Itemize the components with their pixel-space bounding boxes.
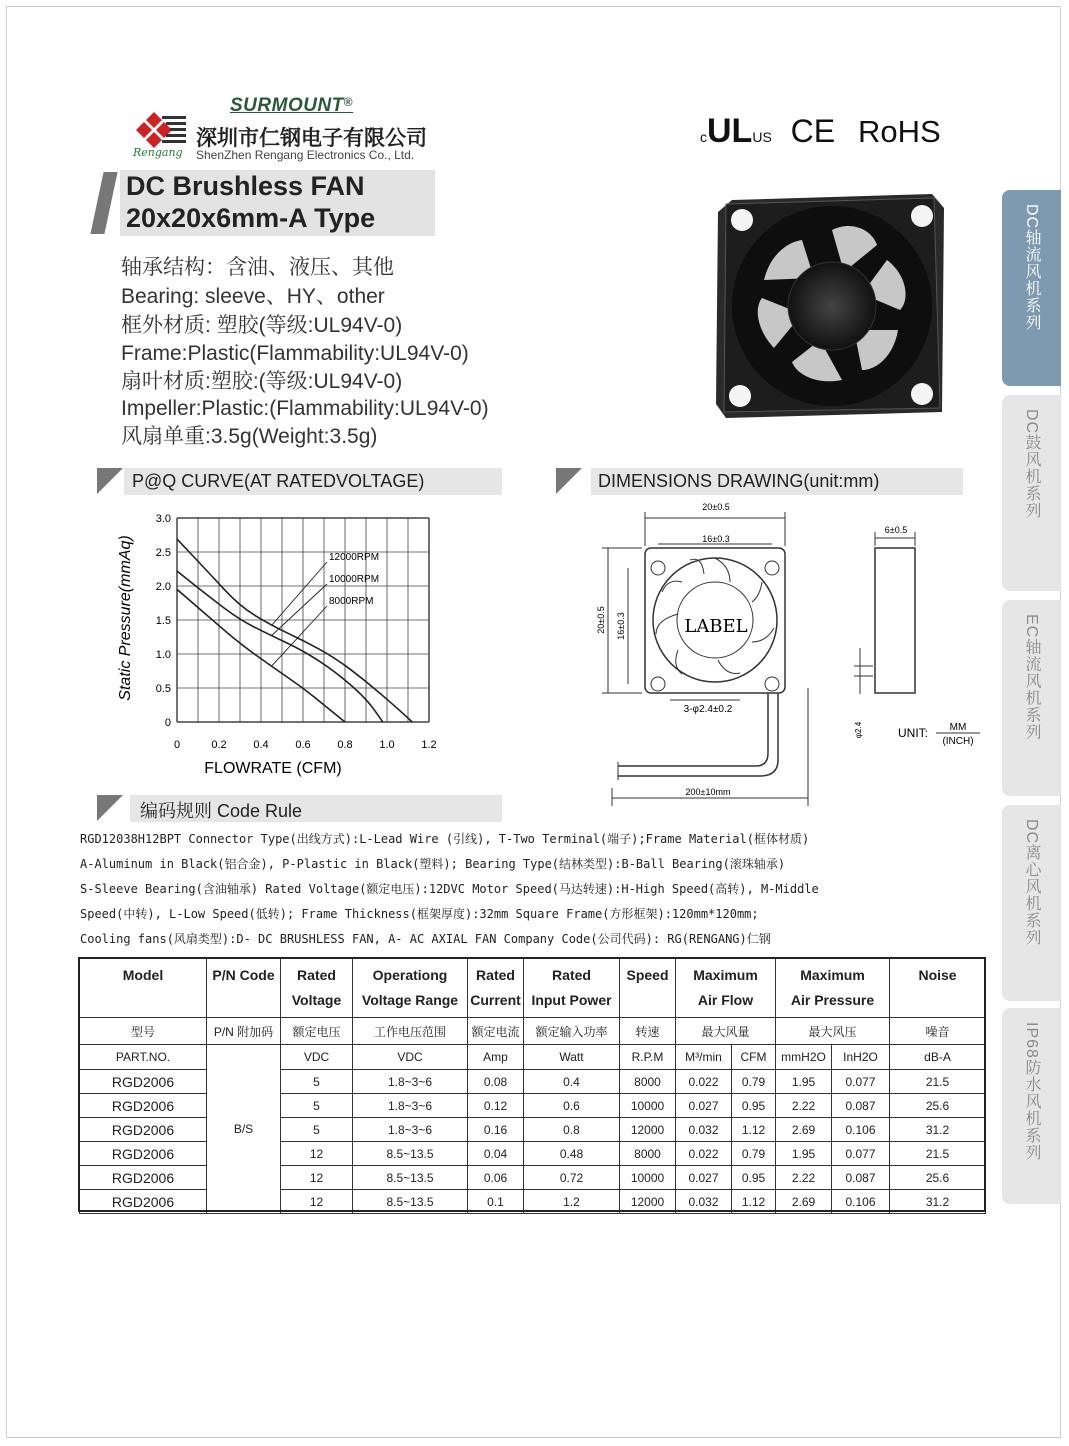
y-tick-label: 3.0 (155, 513, 171, 525)
header-cn-cell: P/N 附加码 (207, 1018, 281, 1045)
fan-product-image (712, 190, 948, 424)
legend-label: 8000RPM (329, 596, 374, 607)
pq-section-title: P@Q CURVE(AT RATEDVOLTAGE) (132, 471, 425, 491)
spec-line: Impeller:Plastic:(Flammability:UL94V-0) (121, 397, 489, 420)
y-axis-label: Static Pressure(mmAq) (117, 535, 134, 701)
cell: 0.027 (676, 1166, 732, 1190)
legend-leader (272, 584, 328, 636)
cell: 25.6 (890, 1166, 986, 1190)
tab-ip68-waterproof-fans[interactable]: IP68防水风机系列 (1002, 1008, 1061, 1204)
cell: 1.12 (732, 1118, 776, 1142)
cell: 0.077 (832, 1142, 890, 1166)
unit-mm: MM (949, 722, 967, 733)
cell: 10000 (620, 1094, 676, 1118)
cert-ul: UL (707, 112, 753, 150)
y-tick-label: 0 (164, 717, 171, 729)
dim-holes: 3-φ2.4±0.2 (683, 704, 733, 715)
header-cn-cell: 额定电流 (468, 1018, 524, 1045)
header-cn-cell: 最大风量 (676, 1018, 776, 1045)
cell: 0.79 (732, 1070, 776, 1094)
cell: 1.8~3~6 (353, 1070, 468, 1094)
cell: 0.027 (676, 1094, 732, 1118)
model-cell: RGD2006 (80, 1190, 207, 1214)
unit-cell: M³/min (676, 1045, 732, 1070)
cert-us: US (752, 129, 772, 145)
unit-cell: PART.NO. (80, 1045, 207, 1070)
dim-lead-length: 200±10mm (685, 787, 731, 797)
code-rule-line: S-Sleeve Bearing(含油轴承) Rated Voltage(额定电压):12DVC Motor Speed(马达转速):H-High Speed(高转), M-Middle (80, 882, 819, 896)
spec-line: 扇叶材质:塑胶:(等级:UL94V-0) (121, 370, 403, 393)
header-cell: Maximum Air Flow (676, 959, 776, 1018)
header-cell: Noise (890, 959, 986, 1018)
header-cn-cell: 额定输入功率 (524, 1018, 620, 1045)
cell: 0.95 (732, 1166, 776, 1190)
cell: 0.1 (468, 1190, 524, 1214)
cell: 1.95 (776, 1070, 832, 1094)
spec-line: 风扇单重:3.5g(Weight:3.5g) (121, 425, 378, 448)
series-line-12000rpm (177, 539, 412, 722)
legend-leader (272, 606, 328, 666)
x-tick-label: 1.2 (421, 739, 437, 751)
unit-cell: dB-A (890, 1045, 986, 1070)
cell: 1.95 (776, 1142, 832, 1166)
dim-hole-spacing-vertical: 16±0.3 (616, 612, 626, 640)
cell: 1.12 (732, 1190, 776, 1214)
cell: 8.5~13.5 (353, 1142, 468, 1166)
cell: 8.5~13.5 (353, 1190, 468, 1214)
cell: 0.04 (468, 1142, 524, 1166)
header-cell: Rated Input Power (524, 959, 620, 1018)
cell: 0.79 (732, 1142, 776, 1166)
cell: 0.106 (832, 1118, 890, 1142)
cell: 31.2 (890, 1118, 986, 1142)
cell: 0.022 (676, 1142, 732, 1166)
cell: 1.8~3~6 (353, 1094, 468, 1118)
section-marker (97, 468, 123, 494)
cell: 12000 (620, 1190, 676, 1214)
cell: 0.106 (832, 1190, 890, 1214)
spec-line: 轴承结构：含油、液压、其他 (121, 256, 394, 279)
y-tick-label: 1.5 (155, 615, 171, 627)
series-line-10000rpm (177, 571, 383, 722)
unit-cell: VDC (353, 1045, 468, 1070)
cell: 5 (281, 1118, 353, 1142)
cell: 12 (281, 1190, 353, 1214)
header-cell: Rated Current (468, 959, 524, 1018)
dim-height: 20±0.5 (596, 606, 606, 634)
cell: 0.4 (524, 1070, 620, 1094)
y-tick-label: 0.5 (155, 683, 171, 695)
spec-line: 框外材质: 塑胶(等级:UL94V-0) (121, 314, 403, 337)
model-cell: RGD2006 (80, 1118, 207, 1142)
cell: 0.077 (832, 1070, 890, 1094)
tab-ec-axial-fans[interactable]: EC轴流风机系列 (1002, 600, 1061, 796)
x-tick-label: 0.6 (295, 739, 311, 751)
cell: 8.5~13.5 (353, 1166, 468, 1190)
table-unit-row (80, 1045, 986, 1070)
tab-dc-blowers[interactable]: DC鼓风机系列 (1002, 395, 1061, 591)
cell: 0.08 (468, 1070, 524, 1094)
unit-cell: mmH2O (776, 1045, 832, 1070)
header-cn-cell: 最大风压 (776, 1018, 890, 1045)
cell: 10000 (620, 1166, 676, 1190)
header-cell: Speed (620, 959, 676, 1018)
tab-dc-centrifugal-fans[interactable]: DC离心风机系列 (1002, 805, 1061, 1001)
x-tick-label: 0 (173, 739, 181, 751)
title-line-1: DC Brushless FAN (126, 171, 365, 201)
cell: 0.032 (676, 1190, 732, 1214)
dims-section-title: DIMENSIONS DRAWING(unit:mm) (598, 471, 880, 491)
code-rule-line: Cooling fans(风扇类型):D- DC BRUSHLESS FAN, A- AC AXIAL FAN Company Code(公司代码): RG(RENGANG)仁钢 (80, 932, 771, 946)
cell: 0.087 (832, 1094, 890, 1118)
unit-cell: Watt (524, 1045, 620, 1070)
cell: 31.2 (890, 1190, 986, 1214)
dim-hole-spacing: 16±0.3 (702, 534, 730, 544)
code-rule-line: RGD12038H12BPT Connector Type(出线方式):L-Lead Wire (引线), T-Two Terminal(端子);Frame Material(框体材质) (80, 832, 810, 846)
cell: 1.2 (524, 1190, 620, 1214)
spec-table (79, 958, 986, 1214)
dimensions-drawing (590, 498, 990, 808)
x-axis-label: FLOWRATE (CFM) (204, 760, 342, 777)
header-cell: Rated Voltage (281, 959, 353, 1018)
header-cn-cell: 转速 (620, 1018, 676, 1045)
dim-thickness: 6±0.5 (884, 525, 908, 535)
company-name-cn: 深圳市仁钢电子有限公司 (196, 125, 427, 150)
cell: 25.6 (890, 1094, 986, 1118)
pq-curve-chart (105, 500, 465, 790)
model-cell: RGD2006 (80, 1142, 207, 1166)
x-tick-label: 0.4 (253, 739, 269, 751)
cell: 12 (281, 1166, 353, 1190)
cell: 21.5 (890, 1070, 986, 1094)
unit-cell: VDC (281, 1045, 353, 1070)
cell: 0.087 (832, 1166, 890, 1190)
x-tick-label: 0.2 (211, 739, 227, 751)
unit-cell: InH2O (832, 1045, 890, 1070)
cell: 0.06 (468, 1166, 524, 1190)
title-line-2: 20x20x6mm-A Type (126, 203, 376, 233)
cert-rohs: RoHS (858, 114, 941, 149)
spec-line: Bearing: sleeve、HY、other (121, 285, 385, 308)
model-cell: RGD2006 (80, 1070, 207, 1094)
model-cell: RGD2006 (80, 1094, 207, 1118)
x-tick-label: 0.8 (337, 739, 353, 751)
table-header-cn-row (80, 1018, 986, 1045)
x-tick-label: 1.0 (379, 739, 395, 751)
tab-dc-axial-fans[interactable]: DC轴流风机系列 (1002, 190, 1061, 386)
table-header-row (80, 959, 986, 1018)
cell: 2.69 (776, 1118, 832, 1142)
header-cn-cell: 工作电压范围 (353, 1018, 468, 1045)
label-text: LABEL (684, 616, 748, 637)
unit-cell: Amp (468, 1045, 524, 1070)
cell: 0.032 (676, 1118, 732, 1142)
cell: 5 (281, 1094, 353, 1118)
cell: 21.5 (890, 1142, 986, 1166)
cell: 0.022 (676, 1070, 732, 1094)
legend-leader (272, 562, 328, 625)
header-cn-cell: 型号 (80, 1018, 207, 1045)
cell: 2.22 (776, 1166, 832, 1190)
dim-width: 20±0.5 (702, 502, 730, 512)
unit-cell: R.P.M (620, 1045, 676, 1070)
model-cell: RGD2006 (80, 1166, 207, 1190)
section-marker (556, 468, 582, 494)
company-name-en: ShenZhen Rengang Electronics Co., Ltd. (196, 148, 415, 162)
legend-label: 12000RPM (329, 552, 380, 563)
legend-label: 10000RPM (329, 574, 380, 585)
code-rule-title: 编码规则 Code Rule (140, 801, 303, 821)
spec-line: Frame:Plastic(Flammability:UL94V-0) (121, 342, 469, 365)
cell: 0.6 (524, 1094, 620, 1118)
header-cn-cell: 额定电压 (281, 1018, 353, 1045)
cell: 0.95 (732, 1094, 776, 1118)
y-tick-label: 2.5 (155, 547, 171, 559)
cell: 12000 (620, 1118, 676, 1142)
cell: 0.48 (524, 1142, 620, 1166)
cell: 0.12 (468, 1094, 524, 1118)
cell: 0.8 (524, 1118, 620, 1142)
chart-series (177, 539, 412, 722)
cell: 0.16 (468, 1118, 524, 1142)
y-tick-label: 2.0 (155, 581, 171, 593)
unit-inch: (INCH) (942, 736, 974, 747)
header-cell: Operationg Voltage Range (353, 959, 468, 1018)
unit-prefix: UNIT: (898, 726, 928, 740)
header-cell: P/N Code (207, 959, 281, 1018)
section-marker (97, 795, 123, 821)
chart-legend (272, 552, 380, 666)
cell: 12 (281, 1142, 353, 1166)
cell: 8000 (620, 1070, 676, 1094)
cell: 5 (281, 1070, 353, 1094)
certification-marks (700, 112, 941, 151)
cell: 2.22 (776, 1094, 832, 1118)
cert-ce: CE (790, 113, 836, 149)
header-cn-cell: 噪音 (890, 1018, 986, 1045)
cell: 2.69 (776, 1190, 832, 1214)
pn-code-cell: B/S (207, 1045, 281, 1214)
cert-c: c (700, 129, 707, 145)
code-rule-line: Speed(中转), L-Low Speed(低转); Frame Thickness(框架厚度):32mm Square Frame(方形框架):120mm*120mm; (80, 907, 759, 921)
code-rule-line: A-Aluminum in Black(铝合金), P-Plastic in Black(塑料); Bearing Type(结林类型):B-Ball Bearing(滚珠轴承) (80, 857, 786, 871)
header-cell: Maximum Air Pressure (776, 959, 890, 1018)
dim-side: φ2.4 (854, 721, 863, 739)
brand-name: SURMOUNT® (230, 95, 354, 116)
unit-cell: CFM (732, 1045, 776, 1070)
cell: 1.8~3~6 (353, 1118, 468, 1142)
y-tick-label: 1.0 (155, 649, 171, 661)
chart-grid (177, 518, 429, 722)
header-cell: Model (80, 959, 207, 1018)
cell: 0.72 (524, 1166, 620, 1190)
cell: 8000 (620, 1142, 676, 1166)
logo-caption: Rengang (133, 146, 183, 159)
